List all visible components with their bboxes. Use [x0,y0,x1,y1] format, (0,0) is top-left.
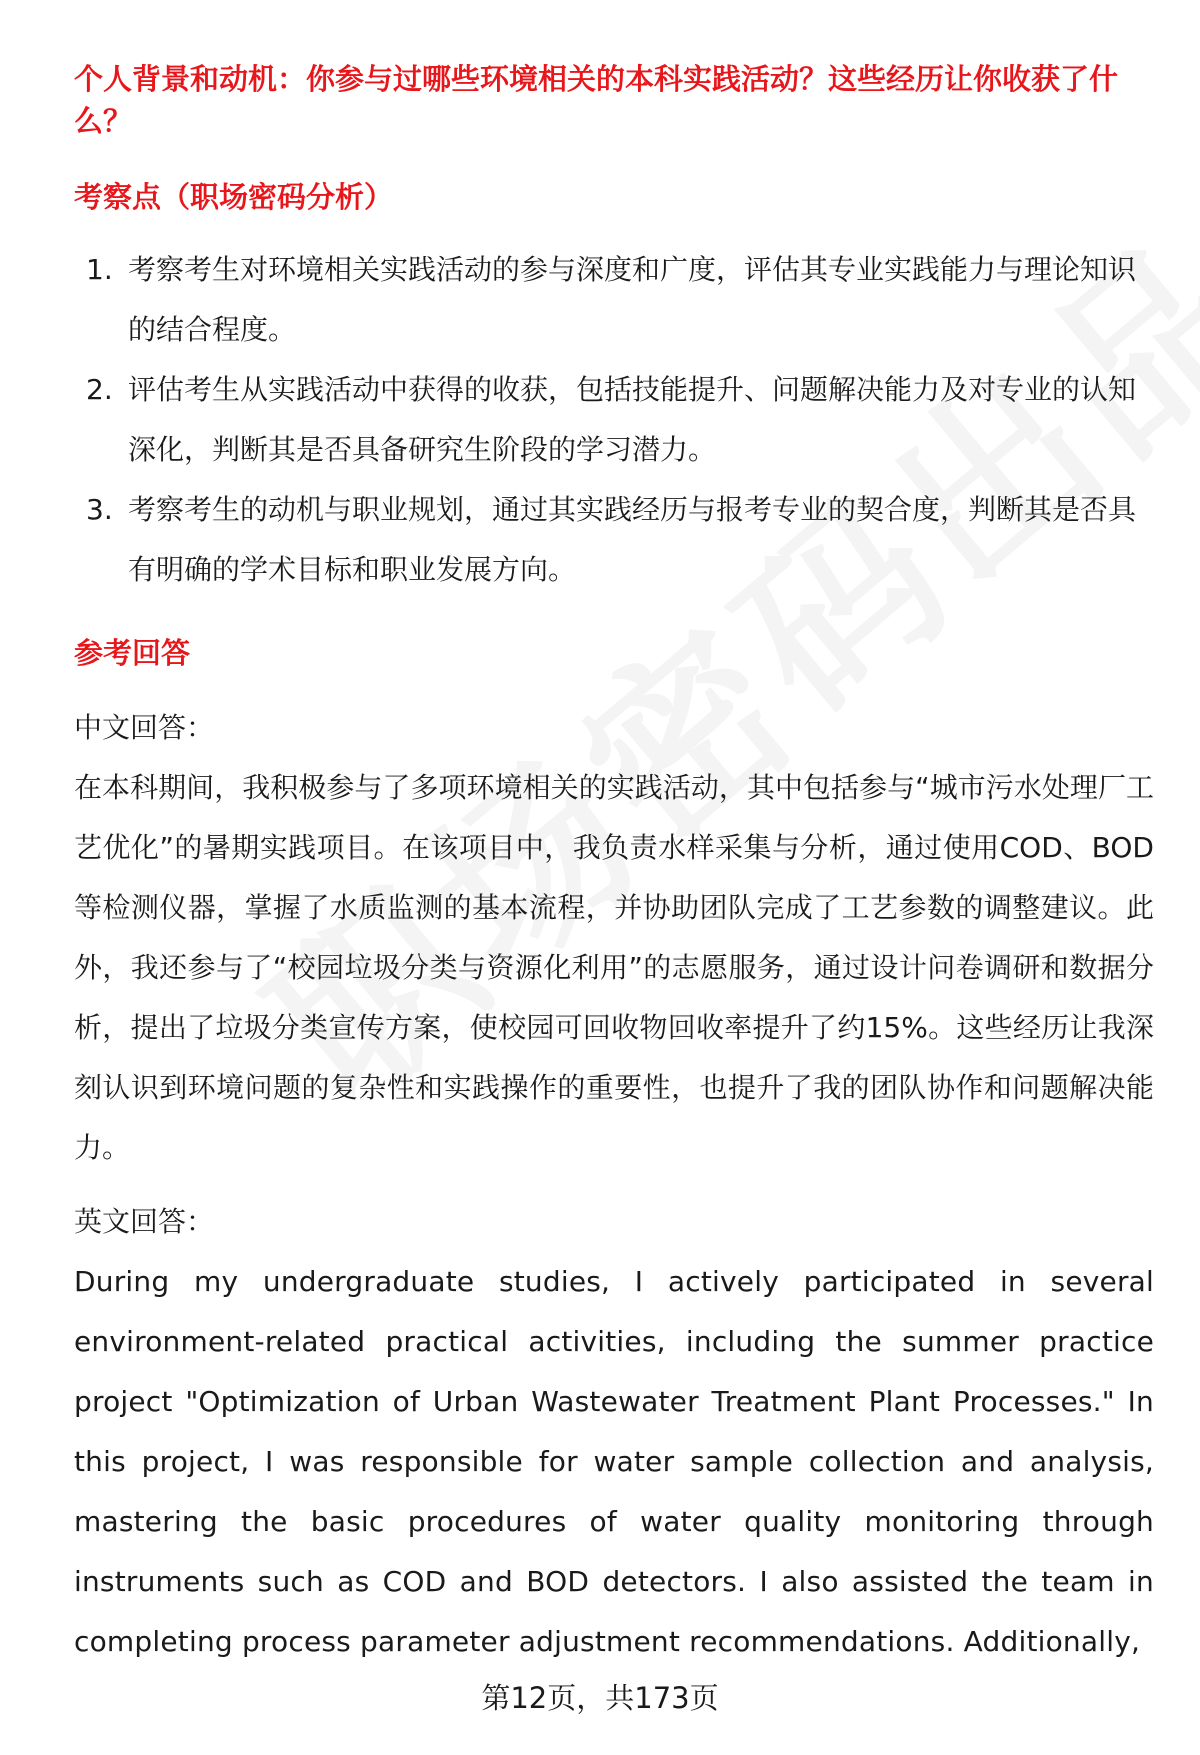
list-item [74,360,1154,480]
list-text: 考察考生的动机与职业规划，通过其实践经历与报考专业的契合度，判断其是否具有明确的学术目标和职业发展方向。 [128,493,1137,586]
document-body [74,58,1154,1672]
list-text: 评估考生从实践活动中获得的收获，包括技能提升、问题解决能力及对专业的认知深化，判断其是否具备研究生阶段的学习潜力。 [128,373,1137,466]
answer-title: 参考回答 [74,636,191,670]
page-number: 第12页，共173页 [481,1681,719,1715]
section-title: 考察点（职场密码分析） [74,180,394,214]
question-heading: 个人背景和动机：你参与过哪些环境相关的本科实践活动？这些经历让你收获了什么？ [74,62,1119,138]
assessment-points [74,240,1154,600]
chinese-label: 中文回答： [74,711,215,744]
list-item [74,240,1154,360]
chinese-answer: 在本科期间，我积极参与了多项环境相关的实践活动，其中包括参与“城市污水处理厂工艺优化”的暑期实践项目。在该项目中，我负责水样采集与分析，通过使用COD、BOD等检测仪器，掌握了水质监测的基本流程，并协助团队完成了工艺参数的调整建议。此外，我还参与了“校园垃圾分类与资源化利用”的志愿服务，通过设计问卷调研和数据分析，提出了垃圾分类宣传方案，使校园可回收物回收率提升了约15%。这些经历让我深刻认识到环境问题的复杂性和实践操作的重要性，也提升了我的团队协作和问题解决能力。 [74,771,1154,1164]
list-number: 3. [86,493,113,526]
list-item [74,480,1154,600]
list-number: 1. [86,253,113,286]
list-number: 2. [86,373,113,406]
english-answer: During my undergraduate studies, I actively participated in several environment-related practical activities, including the summer practice project "Optimization of Urban Wastewater Treatment Plant Processes." In this project, I was responsible for water sample collection and analysis, mastering the basic procedures of water quality monitoring through instruments such as COD and BOD detectors. I also assisted the team in completing process parameter adjustment recommendations. Additionally, [74,1265,1154,1658]
english-label: 英文回答： [74,1205,215,1238]
list-text: 考察考生对环境相关实践活动的参与深度和广度，评估其专业实践能力与理论知识的结合程度。 [128,253,1137,346]
